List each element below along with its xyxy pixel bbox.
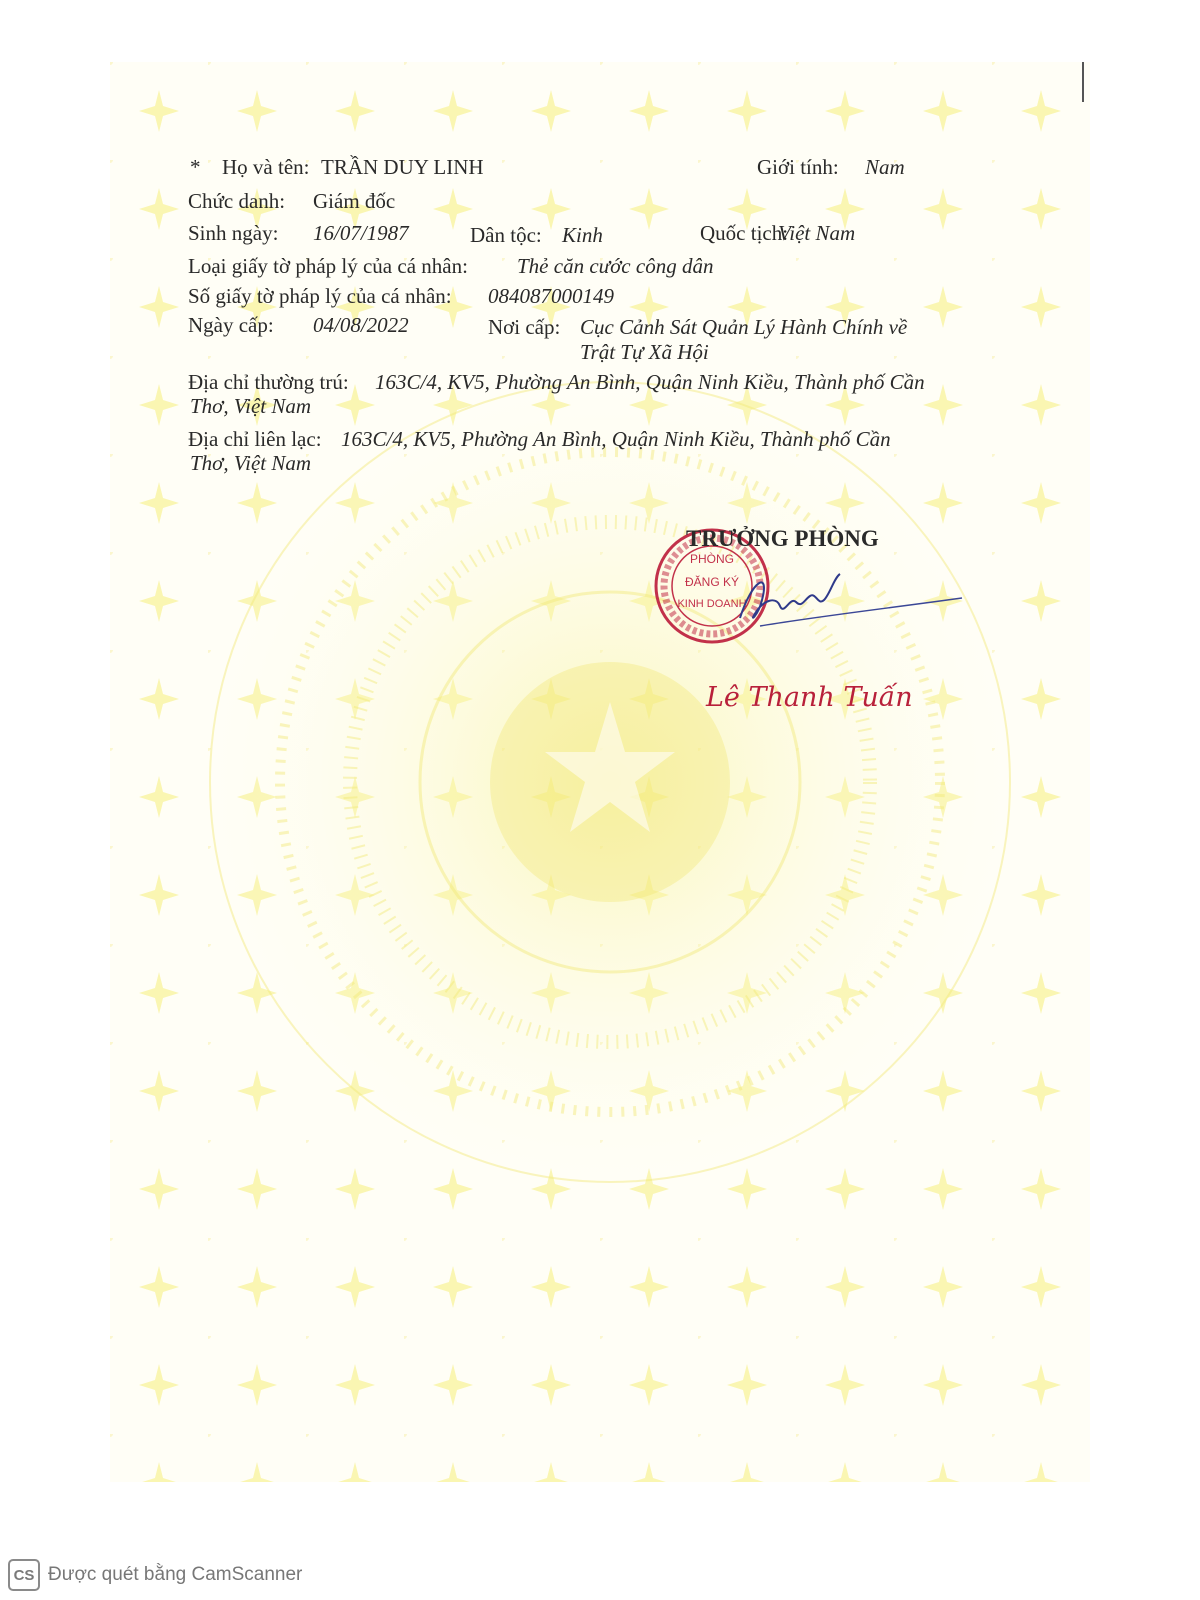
permanent-address-label: Địa chỉ thường trú: — [188, 370, 349, 394]
camscanner-logo-icon: CS — [8, 1559, 40, 1591]
issue-place-label: Nơi cấp: — [488, 315, 561, 339]
title-label: Chức danh: — [188, 189, 286, 213]
ethnic-value: Kinh — [562, 223, 603, 247]
id-type-value: Thẻ căn cước công dân — [517, 254, 714, 278]
title-value: Giám đốc — [313, 189, 396, 213]
stamp-line3: KINH DOANH — [677, 598, 747, 610]
stamp-line2: ĐĂNG KÝ — [684, 575, 739, 589]
dob-label: Sinh ngày: — [188, 221, 279, 245]
signer-position: TRƯỞNG PHÒNG — [686, 526, 879, 551]
id-number-value: 084087000149 — [488, 284, 614, 308]
issue-place-line1: Cục Cảnh Sát Quản Lý Hành Chính về — [580, 315, 908, 339]
issue-date-value: 04/08/2022 — [313, 313, 409, 337]
handwritten-signature — [700, 560, 970, 650]
id-type-label: Loại giấy tờ pháp lý của cá nhân: — [188, 254, 468, 278]
contact-address-line1: 163C/4, KV5, Phường An Bình, Quận Ninh Kiều, Thành phố Cần — [341, 427, 891, 451]
gender-label: Giới tính: — [757, 155, 839, 179]
dob-value: 16/07/1987 — [313, 221, 409, 245]
permanent-address-line2: Thơ, Việt Nam — [190, 394, 312, 418]
footer-text: Được quét bằng CamScanner — [48, 1564, 303, 1585]
stamp-line1: PHÒNG — [689, 552, 734, 566]
bullet: * — [190, 155, 201, 179]
signer-name: Lê Thanh Tuấn — [706, 682, 913, 713]
contact-address-label: Địa chỉ liên lạc: — [188, 427, 322, 451]
contact-address-line2: Thơ, Việt Nam — [190, 451, 312, 475]
permanent-address-line1: 163C/4, KV5, Phường An Bình, Quận Ninh Kiều, Thành phố Cần — [375, 370, 925, 394]
ethnic-label: Dân tộc: — [470, 223, 542, 247]
issue-date-label: Ngày cấp: — [188, 313, 274, 337]
nationality-value: Việt Nam — [778, 221, 856, 245]
nationality-label: Quốc tịch: — [700, 221, 789, 245]
id-number-label: Số giấy tờ pháp lý của cá nhân: — [188, 284, 452, 308]
page-edge-mark — [1082, 62, 1084, 102]
scanner-footer — [8, 1558, 302, 1592]
name-value: TRẦN DUY LINH — [321, 155, 484, 179]
issue-place-line2: Trật Tự Xã Hội — [580, 340, 709, 364]
gender-value: Nam — [865, 155, 905, 179]
name-label: Họ và tên: — [222, 155, 310, 179]
